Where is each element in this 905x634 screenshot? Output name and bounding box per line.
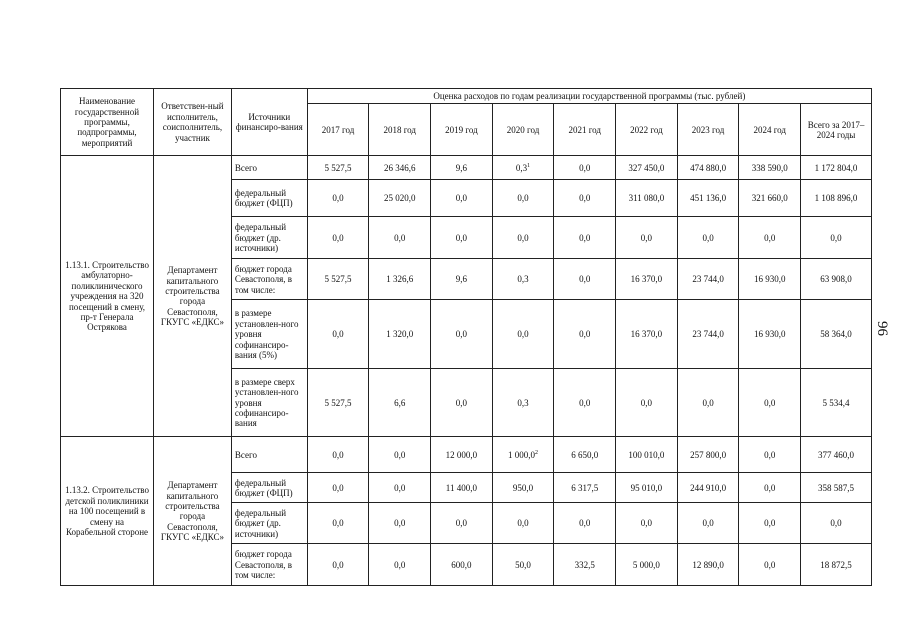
value-text: 6 317,5 xyxy=(571,482,599,493)
value-cell xyxy=(307,369,369,437)
value-cell xyxy=(801,437,872,473)
page-number: 96 xyxy=(874,321,890,336)
value-cell xyxy=(739,544,801,586)
value-cell xyxy=(369,437,431,473)
value-cell xyxy=(801,473,872,503)
value-text: 0,0 xyxy=(830,232,842,243)
value-text: 0,0 xyxy=(455,193,467,204)
value-cell xyxy=(492,300,554,369)
table-row xyxy=(61,156,872,180)
value-text: 0,0 xyxy=(517,329,529,340)
value-text: 0,0 xyxy=(579,518,591,529)
value-text: 16 930,0 xyxy=(753,329,786,340)
value-text: 600,0 xyxy=(451,559,472,570)
value-cell xyxy=(677,180,739,217)
value-cell xyxy=(739,217,801,259)
value-text: 9,6 xyxy=(455,274,467,285)
value-cell xyxy=(431,300,493,369)
value-text: 12 000,0 xyxy=(445,449,478,460)
value-text: 474 880,0 xyxy=(690,162,727,173)
value-cell xyxy=(554,180,616,217)
value-cell xyxy=(492,180,554,217)
value-cell xyxy=(369,180,431,217)
value-text: 311 080,0 xyxy=(628,193,665,204)
value-cell xyxy=(369,217,431,259)
value-cell xyxy=(307,259,369,300)
value-cell xyxy=(492,369,554,437)
value-text: 0,3 xyxy=(515,162,528,173)
value-text: 23 744,0 xyxy=(692,274,724,285)
value-text: 0,0 xyxy=(455,329,467,340)
year-header: 2021 год xyxy=(554,104,616,156)
header-name: Наименование государственной программы, подпрограммы, мероприятий xyxy=(61,89,154,156)
value-text: 244 910,0 xyxy=(690,482,727,493)
value-text: 5 000,0 xyxy=(632,559,660,570)
value-text: 16 370,0 xyxy=(630,274,663,285)
value-cell xyxy=(677,369,739,437)
value-cell xyxy=(554,544,616,586)
year-header: 2019 год xyxy=(431,104,493,156)
section-name: 1.13.2. Строительство детской поликлиники на 100 посещений в смену на Корабельной стороне xyxy=(61,437,154,586)
value-cell xyxy=(616,156,678,180)
header-sources: Источники финансиро-вания xyxy=(231,89,307,156)
value-text: 0,0 xyxy=(394,482,406,493)
value-text: 0,3 xyxy=(517,397,529,408)
value-text: 0,0 xyxy=(332,193,344,204)
value-text: 50,0 xyxy=(515,559,531,570)
value-cell xyxy=(801,259,872,300)
value-text: 11 400,0 xyxy=(445,482,477,493)
value-cell xyxy=(307,156,369,180)
funding-source: в размере установлен-ного уровня софинансиро-вания (5%) xyxy=(231,300,307,369)
budget-table xyxy=(60,88,872,586)
value-text: 0,0 xyxy=(830,518,842,529)
value-cell xyxy=(739,259,801,300)
value-cell xyxy=(307,544,369,586)
value-cell xyxy=(307,180,369,217)
value-text: 338 590,0 xyxy=(751,162,788,173)
value-cell xyxy=(492,473,554,503)
value-text: 63 908,0 xyxy=(820,274,852,285)
value-cell xyxy=(801,369,872,437)
value-cell xyxy=(554,437,616,473)
value-cell xyxy=(431,259,493,300)
value-text: 451 136,0 xyxy=(690,193,727,204)
value-cell xyxy=(307,437,369,473)
funding-source: Всего xyxy=(231,437,307,473)
funding-source: федеральный бюджет (др. источники) xyxy=(231,503,307,544)
value-text: 0,0 xyxy=(394,559,406,570)
value-cell xyxy=(677,217,739,259)
funding-source: федеральный бюджет (ФЦП) xyxy=(231,180,307,217)
section-responsible: Департамент капитального строительства города Севастополя, ГКУГС «ЕДКС» xyxy=(154,437,232,586)
value-text: 9,6 xyxy=(455,162,467,173)
value-text: 0,0 xyxy=(702,397,714,408)
value-text: 0,0 xyxy=(455,518,467,529)
table-row xyxy=(61,437,872,473)
value-cell xyxy=(801,156,872,180)
value-text: 5 527,5 xyxy=(324,162,352,173)
header-responsible: Ответствен-ный исполнитель, соисполнитель, участник xyxy=(154,89,232,156)
value-text: 23 744,0 xyxy=(692,329,724,340)
value-cell xyxy=(739,503,801,544)
year-header: Всего за 2017–2024 годы xyxy=(801,104,872,156)
value-cell xyxy=(369,300,431,369)
value-cell xyxy=(739,300,801,369)
value-cell xyxy=(554,369,616,437)
value-text: 16 370,0 xyxy=(630,329,663,340)
value-cell xyxy=(554,156,616,180)
value-cell xyxy=(801,503,872,544)
value-cell xyxy=(677,473,739,503)
value-cell xyxy=(616,503,678,544)
value-cell xyxy=(369,259,431,300)
value-text: 0,0 xyxy=(332,559,344,570)
value-text: 12 890,0 xyxy=(692,559,724,570)
value-text: 332,5 xyxy=(574,559,595,570)
section-name: 1.13.1. Строительство амбулаторно-поликлинического учреждения на 320 посещений в смену, пр-т Генерала Острякова xyxy=(61,156,154,437)
value-text: 1 000,0 xyxy=(508,449,536,460)
value-cell xyxy=(431,217,493,259)
value-cell xyxy=(307,473,369,503)
value-text: 0,0 xyxy=(702,232,714,243)
header-estimate-title: Оценка расходов по годам реализации государственной программы (тыс. рублей) xyxy=(307,89,871,104)
value-cell xyxy=(369,503,431,544)
value-cell xyxy=(492,156,554,180)
value-cell xyxy=(492,544,554,586)
value-text: 0,0 xyxy=(332,329,344,340)
value-cell xyxy=(616,217,678,259)
value-cell xyxy=(739,473,801,503)
value-cell xyxy=(677,544,739,586)
value-cell xyxy=(431,503,493,544)
funding-source: в размере сверх установлен-ного уровня софинансиро-вания xyxy=(231,369,307,437)
year-header: 2017 год xyxy=(307,104,369,156)
value-text: 0,0 xyxy=(764,232,776,243)
value-text: 0,0 xyxy=(394,232,406,243)
value-cell xyxy=(492,503,554,544)
value-text: 0,0 xyxy=(764,449,776,460)
value-text: 0,0 xyxy=(764,559,776,570)
funding-source: бюджет города Севастополя, в том числе: xyxy=(231,544,307,586)
value-text: 257 800,0 xyxy=(690,449,727,460)
value-text: 0,0 xyxy=(702,518,714,529)
value-cell xyxy=(616,544,678,586)
footnote-marker: 2 xyxy=(535,449,539,456)
value-text: 0,0 xyxy=(579,274,591,285)
value-cell xyxy=(739,156,801,180)
value-text: 358 587,5 xyxy=(818,482,855,493)
funding-source: Всего xyxy=(231,156,307,180)
value-text: 1 172 804,0 xyxy=(814,162,858,173)
value-cell xyxy=(431,369,493,437)
funding-source: федеральный бюджет (ФЦП) xyxy=(231,473,307,503)
value-text: 0,0 xyxy=(517,232,529,243)
value-cell xyxy=(554,217,616,259)
value-cell xyxy=(739,437,801,473)
value-text: 5 527,5 xyxy=(324,274,352,285)
value-text: 26 346,6 xyxy=(383,162,416,173)
value-text: 0,0 xyxy=(579,193,591,204)
value-cell xyxy=(739,180,801,217)
value-text: 0,0 xyxy=(394,518,406,529)
value-cell xyxy=(492,437,554,473)
section-responsible: Департамент капитального строительства города Севастополя, ГКУГС «ЕДКС» xyxy=(154,156,232,437)
year-header: 2020 год xyxy=(492,104,554,156)
value-text: 0,0 xyxy=(640,397,653,408)
value-cell xyxy=(616,369,678,437)
value-text: 0,0 xyxy=(579,232,591,243)
value-text: 0,0 xyxy=(579,329,591,340)
value-text: 0,0 xyxy=(332,232,344,243)
value-text: 950,0 xyxy=(512,482,534,493)
value-cell xyxy=(369,544,431,586)
value-cell xyxy=(677,259,739,300)
value-cell xyxy=(431,156,493,180)
value-text: 6,6 xyxy=(394,397,406,408)
value-cell xyxy=(616,180,678,217)
value-text: 0,0 xyxy=(332,482,344,493)
value-text: 95 010,0 xyxy=(630,482,663,493)
footnote-marker: 1 xyxy=(527,162,531,169)
value-cell xyxy=(554,259,616,300)
value-text: 18 872,5 xyxy=(820,559,852,570)
year-header: 2024 год xyxy=(739,104,801,156)
value-cell xyxy=(369,473,431,503)
value-cell xyxy=(554,473,616,503)
value-cell xyxy=(616,437,678,473)
value-cell xyxy=(801,300,872,369)
value-text: 0,0 xyxy=(332,518,344,529)
value-cell xyxy=(492,259,554,300)
value-cell xyxy=(616,473,678,503)
value-cell xyxy=(431,180,493,217)
value-text: 0,0 xyxy=(764,518,776,529)
value-cell xyxy=(307,217,369,259)
value-cell xyxy=(554,503,616,544)
value-cell xyxy=(492,217,554,259)
value-cell xyxy=(554,300,616,369)
value-cell xyxy=(801,217,872,259)
value-text: 5 527,5 xyxy=(324,397,352,408)
value-cell xyxy=(431,473,493,503)
value-text: 0,0 xyxy=(640,518,653,529)
value-text: 321 660,0 xyxy=(751,193,788,204)
value-cell xyxy=(307,300,369,369)
value-text: 377 460,0 xyxy=(818,449,855,460)
value-text: 100 010,0 xyxy=(628,449,665,460)
value-cell xyxy=(801,180,872,217)
value-text: 0,0 xyxy=(455,232,467,243)
value-text: 0,0 xyxy=(455,397,467,408)
value-text: 0,0 xyxy=(640,232,653,243)
value-text: 25 020,0 xyxy=(383,193,416,204)
value-cell xyxy=(307,503,369,544)
value-cell xyxy=(616,300,678,369)
value-text: 0,0 xyxy=(332,449,344,460)
value-text: 327 450,0 xyxy=(628,162,665,173)
value-text: 5 534,4 xyxy=(822,397,850,408)
funding-source: федеральный бюджет (др. источники) xyxy=(231,217,307,259)
value-text: 0,0 xyxy=(579,162,591,173)
value-cell xyxy=(677,437,739,473)
value-cell xyxy=(369,156,431,180)
year-header: 2023 год xyxy=(677,104,739,156)
value-text: 0,0 xyxy=(394,449,406,460)
value-text: 1 108 896,0 xyxy=(814,193,858,204)
value-cell xyxy=(369,369,431,437)
value-text: 58 364,0 xyxy=(820,329,852,340)
year-header: 2022 год xyxy=(616,104,678,156)
value-cell xyxy=(677,156,739,180)
value-cell xyxy=(431,437,493,473)
value-cell xyxy=(616,259,678,300)
value-text: 0,0 xyxy=(517,518,529,529)
year-header: 2018 год xyxy=(369,104,431,156)
funding-source: бюджет города Севастополя, в том числе: xyxy=(231,259,307,300)
value-text: 1 320,0 xyxy=(386,329,414,340)
value-text: 0,3 xyxy=(517,274,529,285)
value-cell xyxy=(801,544,872,586)
value-text: 0,0 xyxy=(517,193,529,204)
value-cell xyxy=(677,503,739,544)
value-text: 0,0 xyxy=(764,482,776,493)
value-cell xyxy=(677,300,739,369)
value-text: 0,0 xyxy=(579,397,591,408)
value-text: 1 326,6 xyxy=(386,274,414,285)
value-cell xyxy=(431,544,493,586)
table-body xyxy=(61,156,872,586)
value-text: 6 650,0 xyxy=(571,449,599,460)
value-text: 16 930,0 xyxy=(753,274,786,285)
value-cell xyxy=(739,369,801,437)
value-text: 0,0 xyxy=(764,397,776,408)
